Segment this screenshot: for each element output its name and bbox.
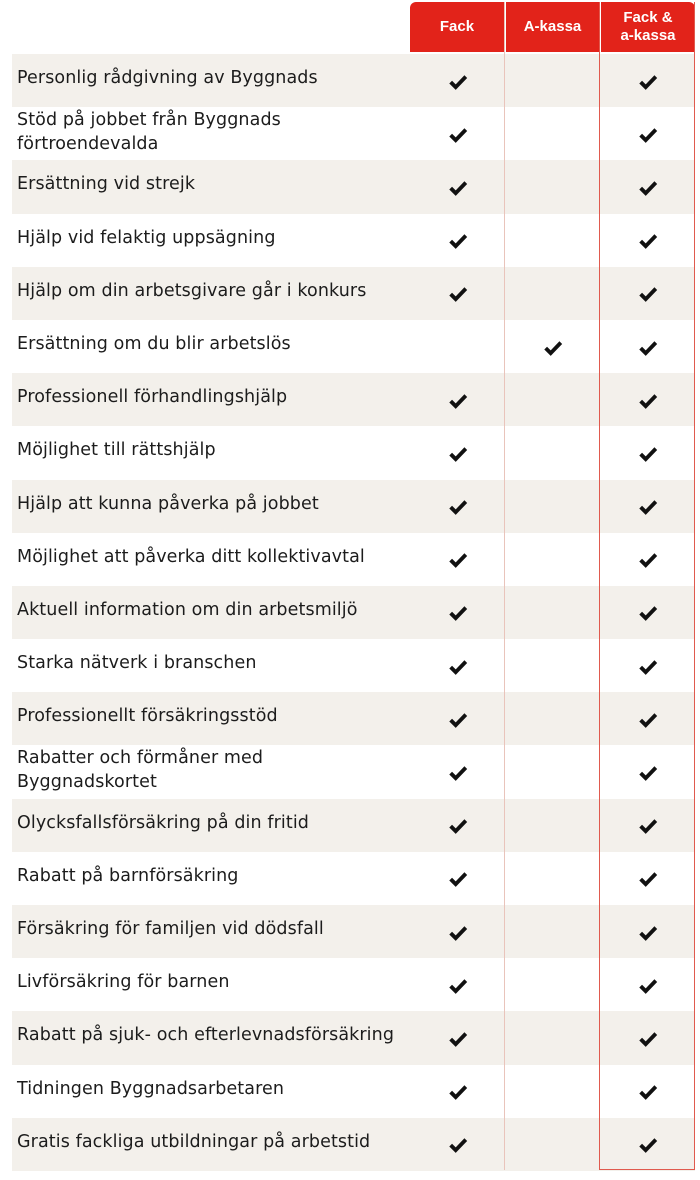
checkmark-icon bbox=[447, 816, 469, 838]
table-row bbox=[12, 745, 695, 798]
cell-fack bbox=[410, 799, 505, 852]
cell-both bbox=[600, 54, 695, 107]
cell-both bbox=[600, 1065, 695, 1118]
cell-akassa bbox=[505, 480, 600, 533]
cell-akassa bbox=[505, 320, 600, 373]
checkmark-icon bbox=[637, 550, 659, 572]
cell-akassa bbox=[505, 214, 600, 267]
row-label: Ersättning vid strejk bbox=[17, 174, 196, 195]
checkmark-icon bbox=[637, 869, 659, 891]
cell-akassa bbox=[505, 54, 600, 107]
cell-akassa bbox=[505, 1011, 600, 1064]
table-row bbox=[12, 267, 695, 320]
table-row bbox=[12, 54, 695, 107]
row-label: Professionellt försäkringsstöd bbox=[17, 706, 278, 727]
checkmark-icon bbox=[637, 763, 659, 785]
cell-both bbox=[600, 107, 695, 160]
cell-both bbox=[600, 905, 695, 958]
header-akassa: A-kassa bbox=[506, 2, 599, 52]
row-label: Hjälp om din arbetsgivare går i konkurs bbox=[17, 280, 367, 301]
checkmark-icon bbox=[637, 284, 659, 306]
header-fack: Fack bbox=[410, 2, 504, 52]
checkmark-icon bbox=[637, 497, 659, 519]
cell-akassa bbox=[505, 852, 600, 905]
cell-both bbox=[600, 320, 695, 373]
cell-fack bbox=[410, 267, 505, 320]
row-label: Starka nätverk i branschen bbox=[17, 653, 257, 674]
cell-fack bbox=[410, 1065, 505, 1118]
table-row bbox=[12, 426, 695, 479]
table-row bbox=[12, 958, 695, 1011]
cell-both bbox=[600, 267, 695, 320]
row-label: Hjälp att kunna påverka på jobbet bbox=[17, 493, 319, 514]
table-row bbox=[12, 586, 695, 639]
checkmark-icon bbox=[637, 710, 659, 732]
cell-akassa bbox=[505, 905, 600, 958]
cell-both bbox=[600, 745, 695, 798]
cell-akassa bbox=[505, 426, 600, 479]
cell-both bbox=[600, 799, 695, 852]
checkmark-icon bbox=[637, 231, 659, 253]
cell-akassa bbox=[505, 267, 600, 320]
checkmark-icon bbox=[637, 391, 659, 413]
cell-akassa bbox=[505, 745, 600, 798]
checkmark-icon bbox=[542, 338, 564, 360]
checkmark-icon bbox=[447, 1135, 469, 1157]
checkmark-icon bbox=[447, 1082, 469, 1104]
cell-fack bbox=[410, 1118, 505, 1171]
checkmark-icon bbox=[447, 976, 469, 998]
cell-fack bbox=[410, 905, 505, 958]
table-header bbox=[0, 0, 700, 54]
row-label: Professionell förhandlingshjälp bbox=[17, 387, 288, 408]
cell-akassa bbox=[505, 1065, 600, 1118]
cell-fack bbox=[410, 426, 505, 479]
cell-both bbox=[600, 692, 695, 745]
checkmark-icon bbox=[447, 657, 469, 679]
table-row bbox=[12, 639, 695, 692]
cell-akassa bbox=[505, 1118, 600, 1171]
row-label: Olycksfallsförsäkring på din fritid bbox=[17, 812, 310, 833]
table-row bbox=[12, 905, 695, 958]
cell-both bbox=[600, 1118, 695, 1171]
table-body bbox=[12, 54, 695, 1171]
row-label: Hjälp vid felaktig uppsägning bbox=[17, 227, 276, 248]
column-divider bbox=[504, 2, 505, 1170]
table-row bbox=[12, 320, 695, 373]
checkmark-icon bbox=[637, 603, 659, 625]
checkmark-icon bbox=[447, 391, 469, 413]
row-label: Gratis fackliga utbildningar på arbetstid bbox=[17, 1131, 371, 1152]
cell-fack bbox=[410, 1011, 505, 1064]
cell-fack bbox=[410, 160, 505, 213]
cell-both bbox=[600, 373, 695, 426]
cell-fack bbox=[410, 958, 505, 1011]
table-row bbox=[12, 107, 695, 160]
cell-akassa bbox=[505, 107, 600, 160]
row-label: Ersättning om du blir arbetslös bbox=[17, 333, 291, 354]
row-label: Livförsäkring för barnen bbox=[17, 972, 230, 993]
checkmark-icon bbox=[447, 497, 469, 519]
cell-both bbox=[600, 426, 695, 479]
table-row bbox=[12, 1118, 695, 1171]
cell-akassa bbox=[505, 586, 600, 639]
table-row bbox=[12, 1011, 695, 1064]
row-label: Möjlighet att påverka ditt kollektivavtal bbox=[17, 546, 365, 567]
checkmark-icon bbox=[447, 125, 469, 147]
checkmark-icon bbox=[637, 1082, 659, 1104]
cell-both bbox=[600, 160, 695, 213]
cell-fack bbox=[410, 373, 505, 426]
checkmark-icon bbox=[447, 763, 469, 785]
checkmark-icon bbox=[637, 72, 659, 94]
checkmark-icon bbox=[637, 1029, 659, 1051]
cell-fack bbox=[410, 480, 505, 533]
row-label: Personlig rådgivning av Byggnads bbox=[17, 68, 318, 88]
row-label: Aktuell information om din arbetsmiljö bbox=[17, 599, 358, 620]
cell-akassa bbox=[505, 160, 600, 213]
checkmark-icon bbox=[447, 869, 469, 891]
cell-fack bbox=[410, 107, 505, 160]
cell-akassa bbox=[505, 373, 600, 426]
cell-both bbox=[600, 639, 695, 692]
cell-both bbox=[600, 533, 695, 586]
checkmark-icon bbox=[637, 816, 659, 838]
table-row bbox=[12, 1065, 695, 1118]
checkmark-icon bbox=[447, 72, 469, 94]
header-fack-and-akassa: Fack & a-kassa bbox=[601, 2, 695, 52]
cell-both bbox=[600, 480, 695, 533]
checkmark-icon bbox=[447, 550, 469, 572]
row-label: Tidningen Byggnadsarbetaren bbox=[17, 1078, 285, 1099]
row-label: Rabatter och förmåner med Byggnadskortet bbox=[17, 748, 264, 793]
cell-akassa bbox=[505, 692, 600, 745]
table-row bbox=[12, 533, 695, 586]
checkmark-icon bbox=[447, 231, 469, 253]
checkmark-icon bbox=[637, 125, 659, 147]
checkmark-icon bbox=[447, 444, 469, 466]
cell-akassa bbox=[505, 639, 600, 692]
checkmark-icon bbox=[447, 178, 469, 200]
checkmark-icon bbox=[637, 657, 659, 679]
cell-fack bbox=[410, 533, 505, 586]
checkmark-icon bbox=[637, 923, 659, 945]
cell-akassa bbox=[505, 799, 600, 852]
row-label: Rabatt på barnförsäkring bbox=[17, 865, 239, 886]
table-row bbox=[12, 373, 695, 426]
checkmark-icon bbox=[637, 444, 659, 466]
cell-both bbox=[600, 1011, 695, 1064]
cell-akassa bbox=[505, 958, 600, 1011]
cell-fack bbox=[410, 852, 505, 905]
cell-fack bbox=[410, 639, 505, 692]
cell-both bbox=[600, 958, 695, 1011]
checkmark-icon bbox=[447, 603, 469, 625]
cell-fack bbox=[410, 692, 505, 745]
table-row bbox=[12, 160, 695, 213]
cell-fack bbox=[410, 54, 505, 107]
table-row bbox=[12, 214, 695, 267]
cell-both bbox=[600, 214, 695, 267]
cell-fack bbox=[410, 745, 505, 798]
table-row bbox=[12, 852, 695, 905]
row-label: Rabatt på sjuk- och efterlevnadsförsäkring bbox=[17, 1025, 395, 1046]
checkmark-icon bbox=[637, 338, 659, 360]
cell-fack bbox=[410, 586, 505, 639]
table-row bbox=[12, 480, 695, 533]
checkmark-icon bbox=[447, 1029, 469, 1051]
cell-both bbox=[600, 852, 695, 905]
checkmark-icon bbox=[447, 710, 469, 732]
checkmark-icon bbox=[637, 976, 659, 998]
cell-akassa bbox=[505, 533, 600, 586]
row-label: Försäkring för familjen vid dödsfall bbox=[17, 919, 324, 939]
table-row bbox=[12, 799, 695, 852]
checkmark-icon bbox=[637, 1135, 659, 1157]
cell-both bbox=[600, 586, 695, 639]
checkmark-icon bbox=[447, 284, 469, 306]
cell-fack bbox=[410, 320, 505, 373]
checkmark-icon bbox=[637, 178, 659, 200]
table-row bbox=[12, 692, 695, 745]
row-label: Stöd på jobbet från Byggnads förtroendevalda bbox=[17, 110, 281, 155]
row-label: Möjlighet till rättshjälp bbox=[17, 440, 216, 461]
cell-fack bbox=[410, 214, 505, 267]
checkmark-icon bbox=[447, 923, 469, 945]
